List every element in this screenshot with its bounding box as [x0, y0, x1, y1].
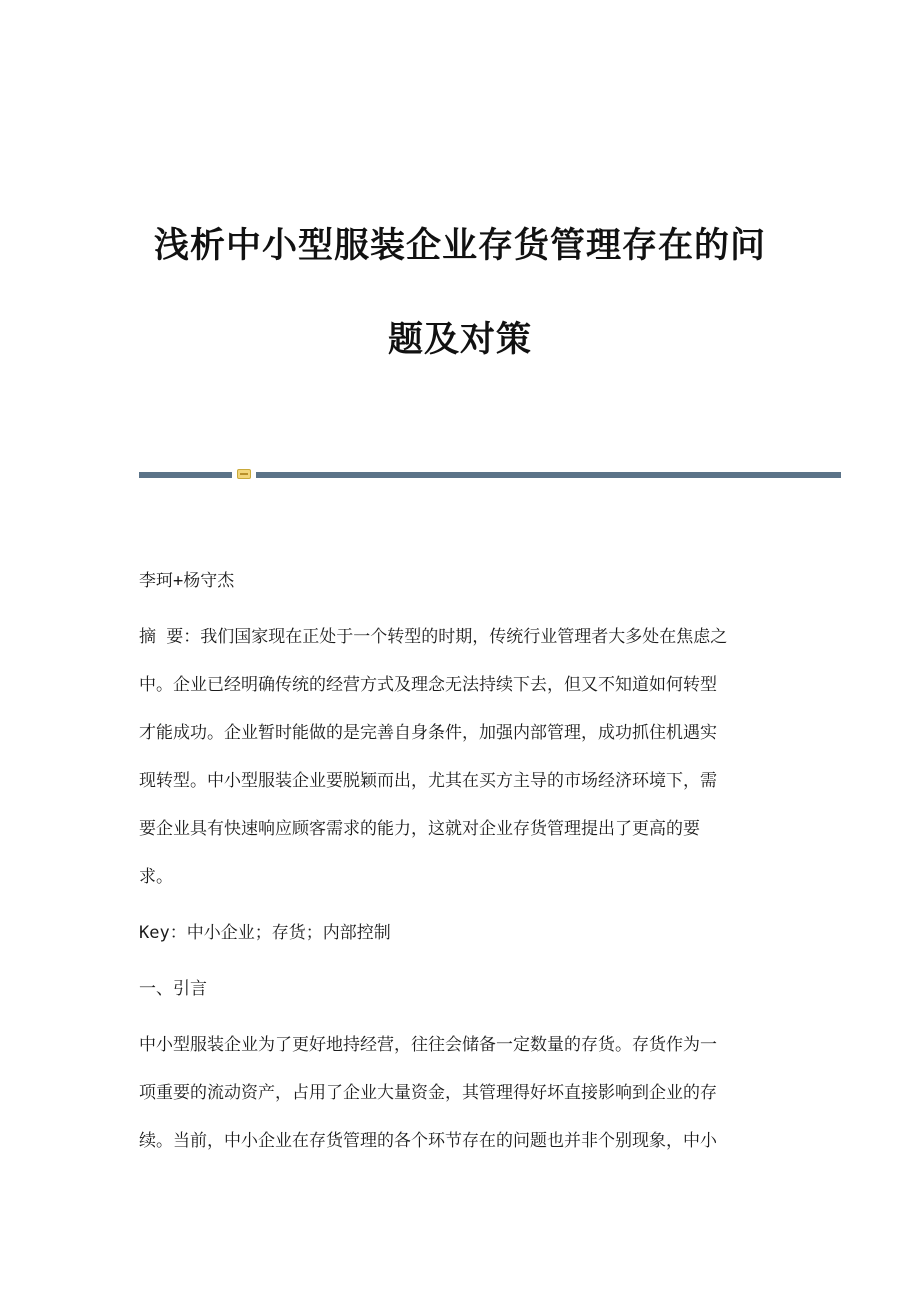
title-line-1: 浅析中小型服装企业存货管理存在的问 [153, 225, 766, 266]
divider-bar-left [139, 472, 232, 478]
body-line: 项重要的流动资产，占用了企业大量资金，其管理得好坏直接影响到企业的存 [139, 1083, 717, 1103]
section-heading: 一、引言 [139, 979, 207, 999]
divider-bar-right [256, 472, 841, 478]
body-line: 中小型服装企业为了更好地持经营，往往会储备一定数量的存货。存货作为一 [139, 1035, 717, 1055]
body-line: 续。当前，中小企业在存货管理的各个环节存在的问题也并非个别现象，中小 [139, 1131, 717, 1151]
abstract-line: 中。企业已经明确传统的经营方式及理念无法持续下去，但又不知道如何转型 [139, 675, 717, 695]
abstract-line: 要企业具有快速响应顾客需求的能力，这就对企业存货管理提出了更高的要 [139, 819, 700, 839]
authors: 李珂+杨守杰 [139, 571, 235, 591]
abstract-line: 摘 要：我们国家现在正处于一个转型的时期，传统行业管理者大多处在焦虑之 [139, 627, 728, 647]
abstract-line: 求。 [139, 867, 173, 887]
ornament-icon [237, 469, 251, 479]
abstract-line: 才能成功。企业暂时能做的是完善自身条件，加强内部管理，成功抓住机遇实 [139, 723, 717, 743]
abstract-line: 现转型。中小型服装企业要脱颖而出，尤其在买方主导的市场经济环境下，需 [139, 771, 717, 791]
title-divider [139, 467, 841, 481]
title-line-2: 题及对策 [387, 319, 532, 360]
keywords: Key：中小企业；存货；内部控制 [139, 923, 391, 943]
